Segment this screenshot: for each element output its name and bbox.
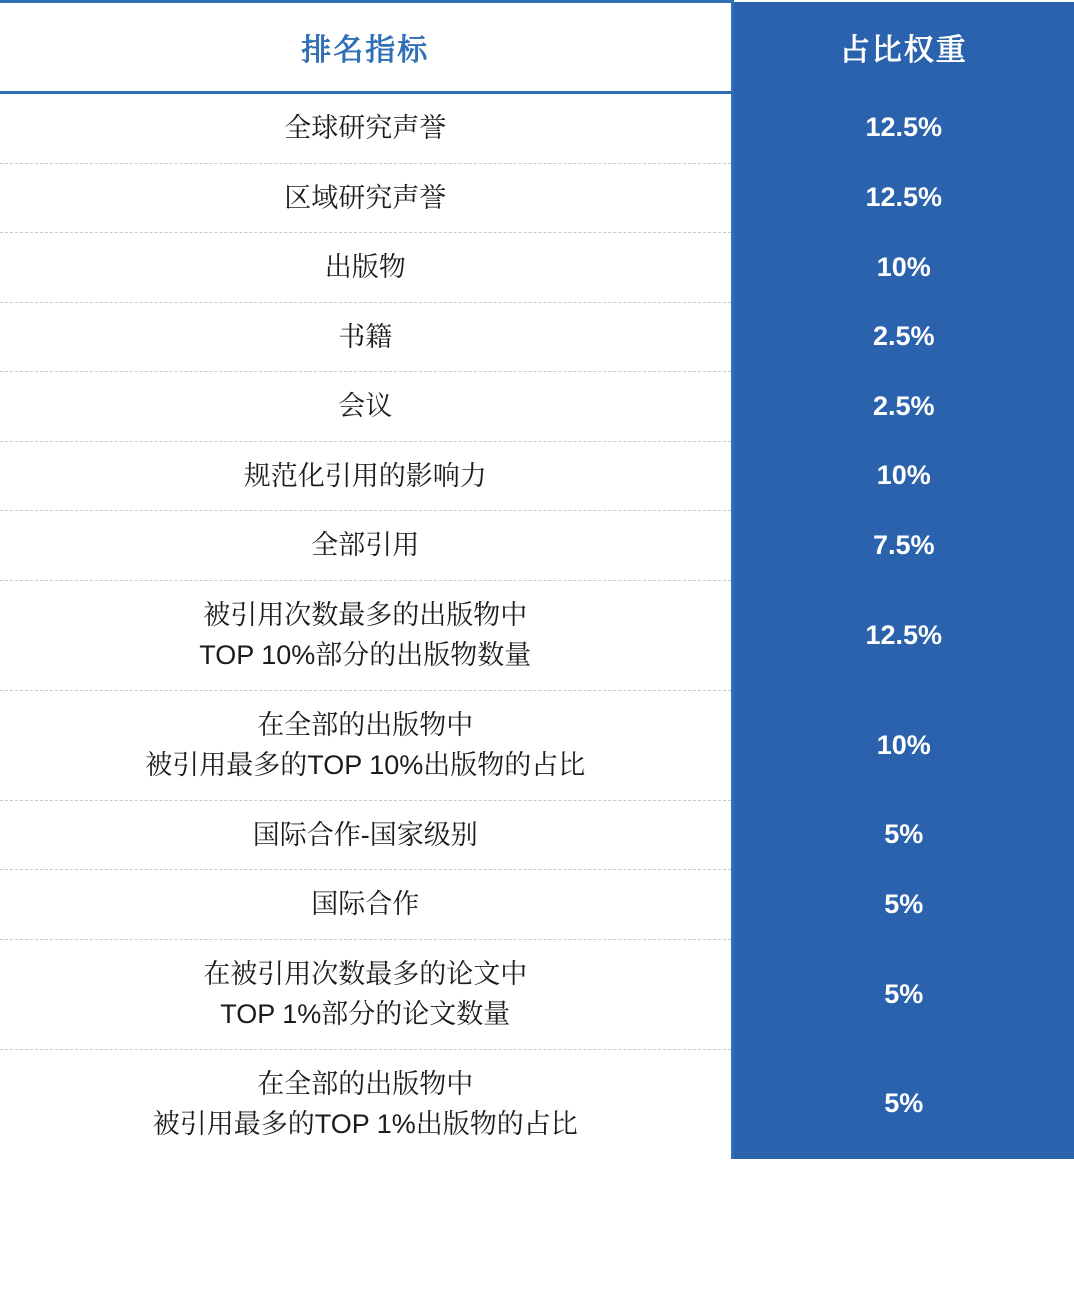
column-header-weight: 占比权重 (732, 2, 1074, 93)
cell-weight: 7.5% (732, 511, 1074, 581)
indicator-line-1: 全球研究声誉 (284, 113, 447, 143)
column-header-indicator: 排名指标 (0, 2, 732, 93)
table-row (0, 441, 1074, 511)
cell-indicator (0, 580, 732, 690)
table-row (0, 163, 1074, 233)
table-row (0, 302, 1074, 372)
cell-indicator (0, 233, 732, 303)
indicator-line-1: 被引用次数最多的出版物中 (203, 599, 528, 630)
indicator-line-1: 书籍 (338, 321, 393, 352)
cell-weight: 5% (732, 800, 1074, 870)
cell-weight: 12.5% (732, 580, 1074, 690)
indicator-line-1: 在被引用次数最多的论文中 (203, 958, 528, 989)
indicator-line-1: 会议 (338, 391, 393, 421)
cell-weight: 10% (732, 233, 1074, 303)
indicator-line-2: 被引用最多的TOP 1%出版物的占比 (152, 1109, 578, 1139)
cell-weight: 10% (732, 441, 1074, 511)
table-row (0, 580, 1074, 690)
cell-weight: 2.5% (732, 372, 1074, 442)
cell-weight: 10% (732, 690, 1074, 800)
indicator-line-1: 出版物 (324, 252, 406, 282)
indicator-line-2: 被引用最多的TOP 10%出版物的占比 (145, 750, 586, 780)
cell-indicator (0, 302, 732, 372)
cell-indicator (0, 511, 732, 581)
table-row (0, 800, 1074, 870)
indicator-line-1: 全部引用 (311, 530, 420, 560)
cell-indicator (0, 441, 732, 511)
indicator-line-1: 国际合作-国家级别 (252, 819, 478, 850)
cell-indicator (0, 939, 732, 1049)
cell-indicator (0, 870, 732, 940)
indicator-line-2: TOP 1%部分的论文数量 (220, 999, 511, 1029)
cell-indicator (0, 93, 732, 164)
table-row (0, 1049, 1074, 1159)
table-row (0, 372, 1074, 442)
indicator-line-1: 在全部的出版物中 (257, 709, 474, 740)
indicator-line-1: 规范化引用的影响力 (243, 460, 487, 491)
indicator-line-1: 国际合作 (311, 889, 420, 919)
indicator-line-2: TOP 10%部分的出版物数量 (199, 640, 532, 670)
cell-indicator (0, 1049, 732, 1159)
cell-weight: 2.5% (732, 302, 1074, 372)
table-header-row (0, 2, 1074, 93)
cell-weight: 5% (732, 870, 1074, 940)
cell-weight: 12.5% (732, 163, 1074, 233)
cell-indicator (0, 690, 732, 800)
cell-weight: 5% (732, 1049, 1074, 1159)
table-row (0, 93, 1074, 164)
table-body (0, 93, 1074, 1159)
table-row (0, 870, 1074, 940)
cell-indicator (0, 372, 732, 442)
cell-indicator (0, 163, 732, 233)
cell-weight: 12.5% (732, 93, 1074, 164)
table-row (0, 939, 1074, 1049)
indicator-line-1: 在全部的出版物中 (257, 1068, 474, 1099)
table-row (0, 690, 1074, 800)
cell-indicator (0, 800, 732, 870)
indicator-line-1: 区域研究声誉 (284, 182, 447, 213)
table-row (0, 233, 1074, 303)
table-row (0, 511, 1074, 581)
cell-weight: 5% (732, 939, 1074, 1049)
